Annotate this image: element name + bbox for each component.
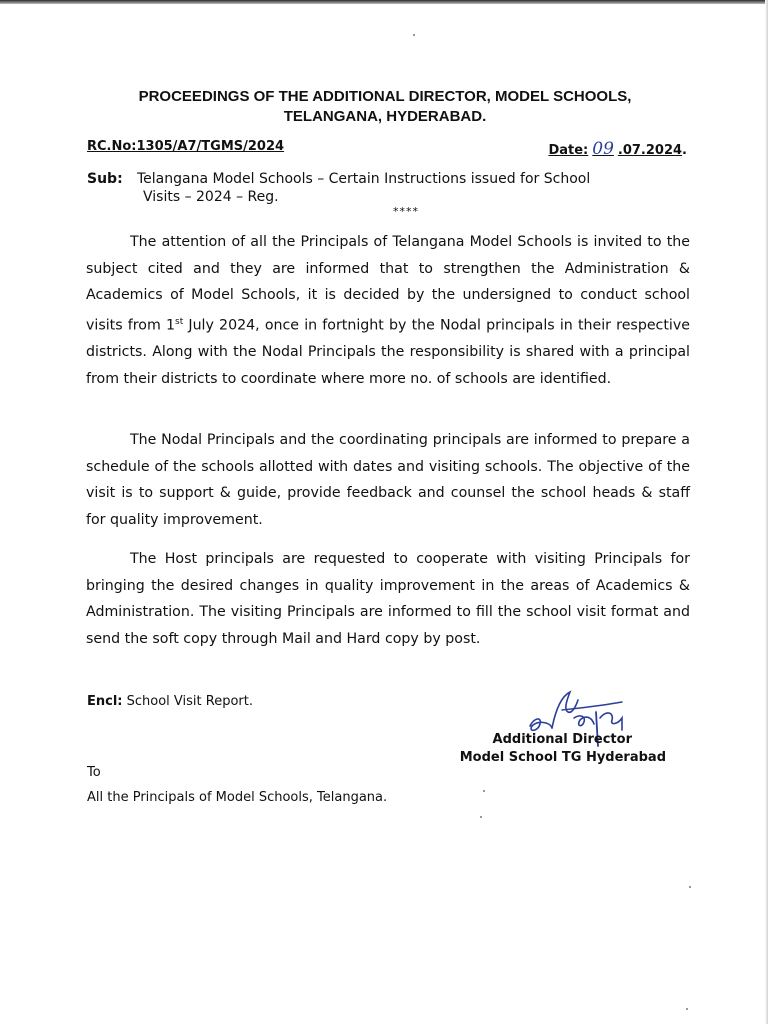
- paragraph-1-part-1: The attention of all the Principals of Telangana Model Schools is invited to the subject cited and they are informed that to strengthen the Administration & Academics of Model Schools, it is decided by the undersigned to conduct school visits from 1: [86, 234, 690, 334]
- paragraph-1-superscript: st: [175, 316, 184, 327]
- signatory-office: Model School TG Hyderabad: [459, 750, 666, 765]
- paragraph-3-text: The Host principals are requested to cooperate with visiting Principals for bringing the desired changes in quality improvement in the areas of Academics & Administration. The visiting Principals are informed to fill the school visit format and send the soft copy through Mail and Hard copy by post.: [86, 551, 690, 647]
- enclosure: [87, 694, 253, 709]
- date-handwritten-day: 09: [592, 139, 614, 159]
- enclosure-text: School Visit Report.: [126, 694, 253, 709]
- subject-text-line-1: Telangana Model Schools – Certain Instructions issued for School: [137, 171, 591, 187]
- date-month-year: .07.2024: [617, 143, 683, 158]
- scan-speck: [413, 34, 415, 36]
- scan-speck: [483, 790, 485, 792]
- rc-number: RC.No:1305/A7/TGMS/2024: [87, 139, 285, 154]
- recipients: All the Principals of Model Schools, Telangana.: [87, 790, 388, 805]
- date-end-dot: .: [682, 143, 687, 158]
- subject-label: Sub:: [87, 171, 123, 187]
- enclosure-label: Encl:: [87, 694, 123, 709]
- signatory-title: Additional Director: [492, 732, 632, 747]
- date-label: Date:: [548, 143, 589, 158]
- paragraph-2: [86, 427, 690, 533]
- subject-text-line-2: Visits – 2024 – Reg.: [143, 189, 279, 205]
- document-title-line-1: PROCEEDINGS OF THE ADDITIONAL DIRECTOR, MODEL SCHOOLS,: [138, 88, 632, 105]
- to-label: To: [87, 765, 101, 780]
- paragraph-2-text: The Nodal Principals and the coordinating principals are informed to prepare a schedule of the schools allotted with dates and visiting schools. The objective of the visit is to support & guide, provide feedback and counsel the school heads & staff for quality improvement.: [86, 432, 690, 528]
- scan-speck: [686, 1008, 688, 1010]
- scan-speck: [480, 816, 482, 818]
- paragraph-3: [86, 546, 690, 652]
- paragraph-1-part-2: July 2024, once in fortnight by the Nodal principals in their respective districts. Along with the Nodal Principals the responsibility is shared with a principal from their districts to coordinate where more no. of schools are identified.: [86, 317, 690, 387]
- subject-separator: ****: [393, 205, 419, 218]
- paragraph-1: [86, 229, 690, 392]
- scan-top-edge: [0, 0, 768, 4]
- document-title-line-2: TELANGANA, HYDERABAD.: [283, 108, 487, 125]
- scan-speck: [689, 886, 691, 888]
- date: [548, 139, 687, 159]
